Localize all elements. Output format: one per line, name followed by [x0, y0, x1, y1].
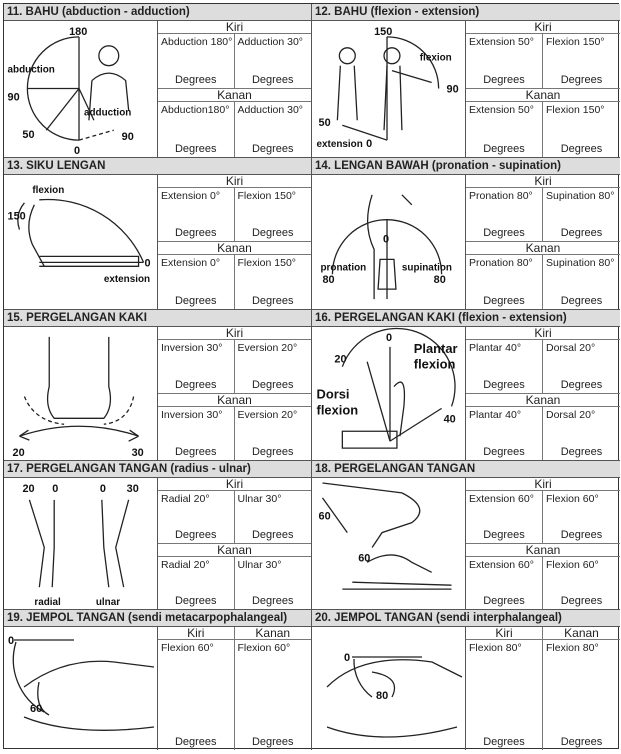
label-0: 0	[74, 145, 81, 157]
kiri-header: Kiri	[158, 478, 311, 491]
rom-table	[465, 21, 620, 157]
kanan-header: Kanan	[158, 544, 311, 557]
kanan-flexion-cell[interactable]: Flexion 60° Degrees	[546, 558, 603, 607]
rom-table	[465, 175, 620, 309]
label-abduction: abduction	[7, 64, 55, 76]
rom-table	[465, 478, 620, 609]
kiri-extension-cell[interactable]: Extension 50° Degrees	[466, 34, 543, 89]
label-plantar: Plantar	[413, 340, 458, 356]
section-13-elbow	[4, 158, 312, 310]
kiri-header: Kiri	[158, 627, 235, 640]
thumb-mcp-illustration	[4, 627, 157, 750]
label-150: 150	[374, 25, 393, 38]
label-supination: supination	[401, 262, 452, 274]
section-title: 19. JEMPOL TANGAN (sendi metacarpophalangeal)	[4, 610, 311, 627]
kanan-header: Kanan	[158, 242, 311, 255]
kanan-adduction-cell[interactable]: Adduction 30° Degrees	[237, 104, 303, 155]
label-0: 0	[144, 257, 151, 270]
section-title: 20. JEMPOL TANGAN (sendi interphalangeal)	[312, 610, 620, 627]
kiri-flexion-cell[interactable]: Flexion 60° Degrees	[543, 491, 620, 544]
kiri-flexion-cell[interactable]: Flexion 60° Degrees	[158, 640, 235, 750]
label-0: 0	[344, 652, 351, 664]
section-title: 14. LENGAN BAWAH (pronation - supination)	[312, 158, 620, 175]
section-title: 11. BAHU (abduction - adduction)	[4, 4, 311, 21]
label-0: 0	[383, 233, 390, 246]
kanan-header: Kanan	[466, 89, 620, 102]
label-ulnar: ulnar	[95, 597, 121, 609]
label-90-left: 90	[7, 91, 20, 104]
label-0-left: 0	[52, 482, 59, 495]
label-80: 80	[376, 690, 389, 702]
label-80-left: 80	[322, 274, 335, 287]
kiri-header: Kiri	[466, 21, 620, 34]
section-20-thumb-ip	[312, 610, 620, 750]
thumb-ip-illustration	[312, 627, 465, 750]
kiri-inversion-cell[interactable]: Inversion 30° Degrees	[158, 340, 235, 394]
label-dorsi: Dorsi	[316, 386, 350, 402]
kanan-abduction-cell[interactable]: Abduction180° Degrees	[158, 102, 235, 157]
label-extension: extension	[316, 139, 363, 151]
section-title: 12. BAHU (flexion - extension)	[312, 4, 620, 21]
kiri-abduction-cell[interactable]: Abduction 180° Degrees	[158, 34, 235, 89]
label-plantar-flexion: flexion	[413, 356, 456, 372]
kiri-header: Kiri	[466, 627, 543, 640]
section-16-ankle-flexion	[312, 310, 620, 461]
kanan-header: Kanan	[235, 627, 312, 640]
label-40: 40	[443, 413, 456, 426]
kiri-dorsal-cell[interactable]: Dorsal 20° Degrees	[543, 340, 620, 394]
kanan-header: Kanan	[543, 627, 620, 640]
label-60-top: 60	[318, 510, 331, 523]
section-14-forearm	[312, 158, 620, 310]
rom-assessment-sheet	[3, 3, 619, 749]
label-dorsi-flexion: flexion	[316, 402, 359, 418]
kiri-flexion-cell[interactable]: Flexion 80° Degrees	[466, 640, 543, 750]
label-radial: radial	[34, 597, 61, 609]
forearm-illustration	[312, 175, 465, 309]
label-90-right: 90	[121, 131, 134, 144]
rom-table	[157, 327, 311, 460]
label-50: 50	[318, 117, 331, 130]
section-11-shoulder-abduction	[4, 4, 312, 158]
kanan-flexion-cell[interactable]: Flexion 150° Degrees	[546, 104, 605, 155]
label-20: 20	[22, 482, 35, 495]
label-150: 150	[7, 210, 26, 223]
section-15-ankle-inversion	[4, 310, 312, 461]
kanan-inversion-cell[interactable]: Inversion 30° Degrees	[158, 407, 235, 461]
kiri-plantar-cell[interactable]: Plantar 40° Degrees	[466, 340, 543, 394]
kiri-supination-cell[interactable]: Supination 80° Degrees	[543, 188, 620, 242]
kanan-header: Kanan	[466, 242, 620, 255]
kanan-header: Kanan	[158, 394, 311, 407]
section-title: 18. PERGELANGAN TANGAN	[312, 461, 620, 478]
kanan-flexion-cell[interactable]: Flexion 60° Degrees	[237, 642, 294, 748]
kanan-radial-cell[interactable]: Radial 20° Degrees	[158, 557, 235, 610]
kiri-header: Kiri	[158, 21, 311, 34]
kiri-flexion-cell[interactable]: Flexion 150° Degrees	[235, 188, 312, 242]
kiri-header: Kiri	[158, 327, 311, 340]
label-180: 180	[69, 25, 88, 38]
rom-table	[465, 627, 620, 750]
label-pronation: pronation	[320, 262, 367, 274]
kiri-radial-cell[interactable]: Radial 20° Degrees	[158, 491, 235, 544]
shoulder-abduction-illustration	[4, 21, 157, 157]
label-30: 30	[126, 482, 139, 495]
kiri-header: Kiri	[466, 175, 620, 188]
kiri-ulnar-cell[interactable]: Ulnar 30° Degrees	[235, 491, 312, 544]
label-60-bottom: 60	[358, 552, 371, 565]
kanan-extension-cell[interactable]: Extension 0° Degrees	[158, 255, 235, 309]
ankle-flexion-illustration	[312, 327, 465, 460]
section-17-wrist-deviation	[4, 461, 312, 610]
kiri-adduction-cell[interactable]: Adduction 30° Degrees	[235, 34, 312, 89]
kiri-pronation-cell[interactable]: Pronation 80° Degrees	[466, 188, 543, 242]
section-19-thumb-mcp	[4, 610, 312, 750]
kiri-header: Kiri	[466, 327, 620, 340]
kiri-header: Kiri	[466, 478, 620, 491]
section-title: 16. PERGELANGAN KAKI (flexion - extension)	[312, 310, 620, 327]
kanan-plantar-cell[interactable]: Plantar 40° Degrees	[466, 407, 543, 461]
kanan-ulnar-cell[interactable]: Ulnar 30° Degrees	[237, 558, 294, 607]
kanan-header: Kanan	[466, 394, 620, 407]
kiri-eversion-cell[interactable]: Eversion 20° Degrees	[235, 340, 312, 394]
section-12-shoulder-flexion	[312, 4, 620, 158]
kanan-extension-cell[interactable]: Extension 60° Degrees	[466, 557, 543, 610]
kanan-flexion-cell[interactable]: Flexion 80° Degrees	[546, 642, 603, 748]
ankle-inversion-illustration	[4, 327, 157, 460]
label-80-right: 80	[433, 274, 446, 287]
label-0-right: 0	[99, 482, 106, 495]
wrist-deviation-illustration	[4, 478, 157, 609]
label-adduction: adduction	[83, 107, 132, 119]
label-20: 20	[334, 353, 347, 366]
label-0: 0	[386, 331, 393, 344]
section-18-wrist-flexion	[312, 461, 620, 610]
kiri-extension-cell[interactable]: Extension 0° Degrees	[158, 188, 235, 242]
kanan-dorsal-cell[interactable]: Dorsal 20° Degrees	[546, 408, 603, 458]
section-title: 17. PERGELANGAN TANGAN (radius - ulnar)	[4, 461, 311, 478]
label-90: 90	[446, 83, 459, 96]
rom-table	[157, 175, 311, 309]
shoulder-flexion-illustration	[312, 21, 465, 157]
kanan-supination-cell[interactable]: Supination 80° Degrees	[546, 257, 615, 307]
label-50: 50	[22, 129, 35, 142]
label-flexion: flexion	[32, 184, 65, 196]
section-title: 13. SIKU LENGAN	[4, 158, 311, 175]
kiri-extension-cell[interactable]: Extension 60° Degrees	[466, 491, 543, 544]
wrist-flexion-illustration	[312, 478, 465, 609]
section-title: 15. PERGELANGAN KAKI	[4, 310, 311, 327]
kiri-flexion-cell[interactable]: Flexion 150° Degrees	[543, 34, 620, 89]
elbow-illustration	[4, 175, 157, 309]
kanan-flexion-cell[interactable]: Flexion 150° Degrees	[237, 257, 296, 307]
label-0: 0	[366, 138, 373, 151]
label-30: 30	[131, 447, 144, 460]
label-0: 0	[8, 635, 15, 647]
rom-table	[157, 627, 311, 750]
kanan-extension-cell[interactable]: Extension 50° Degrees	[466, 102, 543, 157]
rom-table	[465, 327, 620, 460]
kanan-pronation-cell[interactable]: Pronation 80° Degrees	[466, 255, 543, 309]
rom-table	[157, 21, 311, 157]
label-extension: extension	[103, 274, 151, 286]
label-60: 60	[30, 703, 43, 715]
label-flexion: flexion	[419, 52, 452, 64]
kiri-header: Kiri	[158, 175, 311, 188]
kanan-header: Kanan	[158, 89, 311, 102]
rom-table	[157, 478, 311, 609]
kanan-eversion-cell[interactable]: Eversion 20° Degrees	[237, 408, 298, 458]
kanan-header: Kanan	[466, 544, 620, 557]
label-20: 20	[12, 447, 25, 460]
